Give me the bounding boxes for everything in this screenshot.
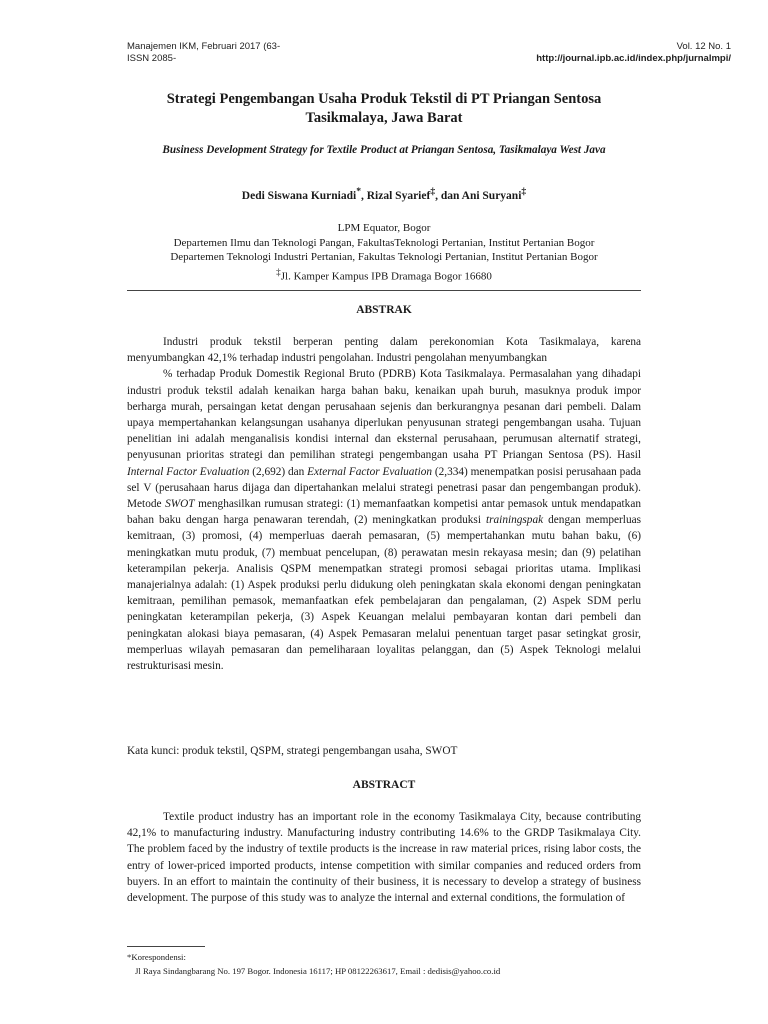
abstrak-text: dengan memperluas kemitraan, (3) promosi, (4) memperluas daerah pemasaran, (5) mempertahankan mutu bahan baku, (6) meningkatkan mutu produk, (7) membuat pencelupan, (8) perawatan mesin rekayasa mesin; dan (9) pelatihan keterampilan pekerja. Analisis QSPM menempatkan strategi promosi sebagai prioritas utama. Implikasi manajerialnya adalah: (1) Aspek produksi perlu didukung oleh peningkatan skala ekonomi dengan peningkatan kemitraan, pemilihan pemasok, memanfaatkan efek pembelajaran dan pengalaman, (2) Aspek SDM perlu peningkatan keterampilan pekerja, (3) Aspek Keuangan melalui pembayaran kontan dari pembeli dan peningkatan alokasi biaya pemasaran, (4) Aspek Pemasaran melalui penentuan target pasar setingkat grosir, memperluas wilayah pemasaran dan pemeliharaan loyalitas pelanggan, dan (5) Aspek Teknologi melalui restrukturisasi mesin. (127, 514, 642, 673)
abstrak-italic: trainingspak (486, 514, 544, 527)
affiliations (100, 221, 668, 284)
footnote-label: *Korespondensi: (127, 952, 186, 962)
abstrak-italic: External Factor Evaluation (307, 465, 433, 478)
paper-title (100, 90, 668, 128)
abstrak-text: (2,334) menempatkan posisi perusahaan pada sel V (perusahaan harus dijaga dan dipertahankan melalui strategi penetrasi pasar dan pengembangan produk). Metode (127, 465, 641, 511)
author-mark: ‡ (430, 186, 436, 197)
author-mark: * (356, 186, 361, 197)
footnote-divider (127, 946, 205, 947)
author-list (100, 185, 668, 203)
abstrak-text: (2,692) dan (249, 465, 308, 478)
english-title: Business Development Strategy for Textile Product at Priangan Sentosa, Tasikmalaya West Java (162, 144, 606, 156)
affiliation-line: LPM Equator, Bogor (337, 222, 431, 234)
author-name: , Rizal Syarief (361, 189, 431, 202)
author-name: , dan Ani Suryani (435, 189, 522, 202)
author-name: Dedi Siswana Kurniadi (241, 189, 357, 202)
volume-number: Vol. 12 No. 1 (676, 41, 731, 52)
abstrak-italic: Internal Factor Evaluation (127, 465, 250, 478)
header-divider (127, 290, 641, 291)
abstract-heading: ABSTRACT (352, 779, 416, 791)
journal-name: Manajemen IKM, Februari 2017 (63- (127, 41, 281, 52)
abstrak-heading: ABSTRAK (356, 304, 412, 316)
affiliation-line: Departemen Teknologi Industri Pertanian, Fakultas Teknologi Pertanian, Institut Pertanian Bogor (170, 251, 598, 263)
affiliation-line: Departemen Ilmu dan Teknologi Pangan, FakultasTeknologi Pertanian, Institut Pertanian Bogor (173, 236, 595, 249)
affiliation-mark: ‡ (276, 266, 281, 277)
journal-url[interactable]: http://journal.ipb.ac.id/index.php/jurnalmpi/ (536, 53, 731, 64)
affiliation-address: Jl. Kamper Kampus IPB Dramaga Bogor 16680 (280, 270, 492, 283)
running-header-right (536, 41, 731, 65)
author-mark: ‡ (521, 186, 527, 197)
abstrak-text: % terhadap Produk Domestik Regional Bruto (PDRB) Kota Tasikmalaya. Permasalahan yang dihadapi industri produk tekstil adalah kenaikan harga bahan baku, kenaikan upah buruh, masuknya produk impor berharga murah, persaingan ketat dengan perusahaan sejenis dan berkurangnya pesanan dari pembeli. Dalam upaya mempertahankan kelangsungan usahanya diperlukan penyusunan strategi pengembangan usaha. Tujuan penelitian ini adalah menganalisis kondisi internal dan eksternal perusahaan, perumusan alternatif strategi, penyusunan prioritas strategi dan pemilihan strategi pengembangan usaha PT Priangan Sentosa (PS). Hasil (127, 368, 641, 462)
issn: ISSN 2085- (127, 53, 177, 64)
keywords: Kata kunci: produk tekstil, QSPM, strategi pengembangan usaha, SWOT (127, 745, 458, 757)
paper-title-line2: Tasikmalaya, Jawa Barat (305, 110, 463, 126)
abstract-paragraph (127, 809, 641, 906)
footnote-address: Jl Raya Sindangbarang No. 197 Bogor. Indonesia 16117; HP 08122263617, Email : dedisis@yahoo.co.id (135, 966, 501, 976)
affiliation-line (100, 265, 668, 284)
abstract-text: Textile product industry has an important role in the economy Tasikmalaya City, because contributing 42,1% to manufacturing industry. Manufacturing industry contributing 14.6% to the GRDP Tasikmalaya City. The problem faced by the industry of textile products is the increase in raw material prices, rising labor costs, the entry of lower-priced imported products, intense competition with similar companies and reduced orders from buyers. In an effort to maintain the continuity of their business, it is necessary to develop a strategy of business development. The purpose of this study was to analyze the internal and external conditions, the formulation of (127, 811, 641, 905)
abstrak-text: Industri produk tekstil berperan penting dalam perekonomian Kota Tasikmalaya, karena menyumbangkan 42,1% terhadap industri pengolahan. Industri pengolahan menyumbangkan (127, 336, 641, 365)
abstrak-italic: SWOT (165, 498, 195, 511)
paper-title-line1: Strategi Pengembangan Usaha Produk Tekstil di PT Priangan Sentosa (166, 91, 602, 107)
abstrak-text: menghasilkan rumusan strategi: (1) memanfaatkan kompetisi antar pemasok untuk mendapatkan bahan baku dengan harga penawaran terendah, (2) meningkatkan produksi (127, 498, 641, 527)
footnote (127, 950, 647, 978)
running-header-left (127, 41, 280, 65)
abstrak-paragraph (127, 334, 641, 674)
